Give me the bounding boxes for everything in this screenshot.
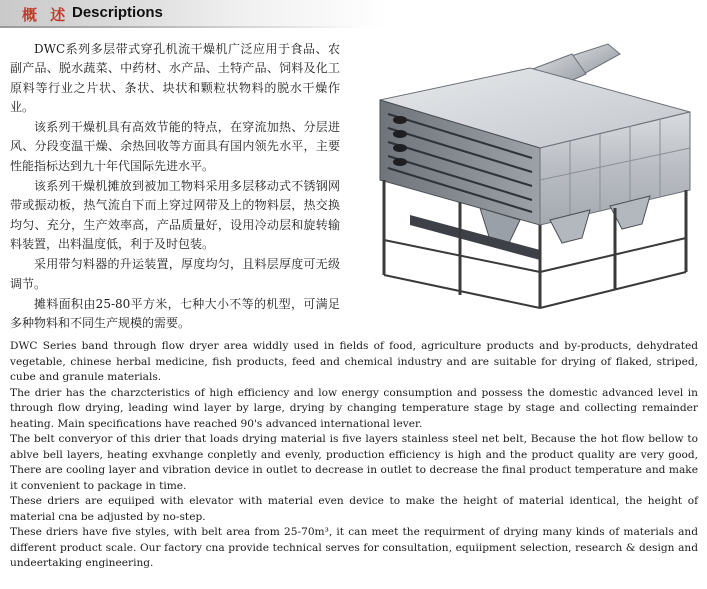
section-title-cn: 概 述	[22, 6, 70, 24]
section-header	[0, 0, 707, 28]
chinese-description	[10, 40, 340, 334]
en-paragraph: DWC Series band through flow dryer area widdly used in fields of food, agriculture products and by-products, dehydrated vegetable, chinese herbal medicine, fish products, feed and chemical industry and are suitable for drying of flaked, striped, cube and granule materials.	[10, 340, 698, 383]
cn-paragraph: 该系列干燥机摊放到被加工物料采用多层移动式不锈钢网带或振动板，热气流自下而上穿过网带及上的物料层，热交换均匀、充分，生产效率高，产品质量好，设用冷动层和旋转输料装置，出料温度低，利于及时包装。	[10, 179, 340, 251]
cn-paragraph: 采用带匀料器的升运装置，厚度均匀，且料层厚度可无级调节。	[10, 257, 340, 291]
english-description	[10, 339, 698, 572]
section-title-en: Descriptions	[72, 4, 163, 21]
dryer-machine-image	[350, 40, 700, 312]
en-paragraph: These driers have five styles, with belt area from 25-70m³, it can meet the requirment of drying many kinds of materials and different product scale. Our factory cna provide technical serves for consultation, equiipment selection, research & design and undeertaking engineering.	[10, 526, 698, 569]
cn-paragraph: DWC系列多层带式穿孔机流干燥机广泛应用于食品、农副产品、脱水蔬菜、中药材、水产品、土特产品、饲料及化工原料等行业之片状、条状、块状和颗粒状物料的脱水干燥作业。	[10, 42, 340, 114]
en-paragraph: These driers are equiiped with elevator with material even device to make the height of material identical, the height of material cna be adjusted by no-step.	[10, 495, 698, 523]
cn-paragraph: 该系列干燥机具有高效节能的特点，在穿流加热、分层进风、分段变温干燥、余热回收等方面具有国内领先水平，主要性能指标达到九十年代国际先进水平。	[10, 120, 340, 173]
header-divider	[0, 26, 360, 28]
en-paragraph: The belt converyor of this drier that loads drying material is five layers stainless steel net belt, Because the hot flow bellow to ablve bell layers, heating exvhange conpletly and evenly, production efficiency is high and the product quality are very good, There are cooling layer and vibration device in outlet to decrease in outlet to decrease the final product temperature and make it convenient to package in time.	[10, 433, 698, 492]
cn-paragraph: 摊料面积由25-80平方米，七种大小不等的机型，可满足多种物料和不同生产规模的需要。	[10, 296, 340, 331]
dryer-machine-illustration	[350, 40, 700, 312]
en-paragraph: The drier has the charzcteristics of high efficiency and low energy consumption and possess the domestic advanced level in through flow drying, leading wind layer by large, drying by changing temperature stage by stage and collecting remainder heating. Main specifications have reached 90's advanced international lever.	[10, 386, 698, 430]
